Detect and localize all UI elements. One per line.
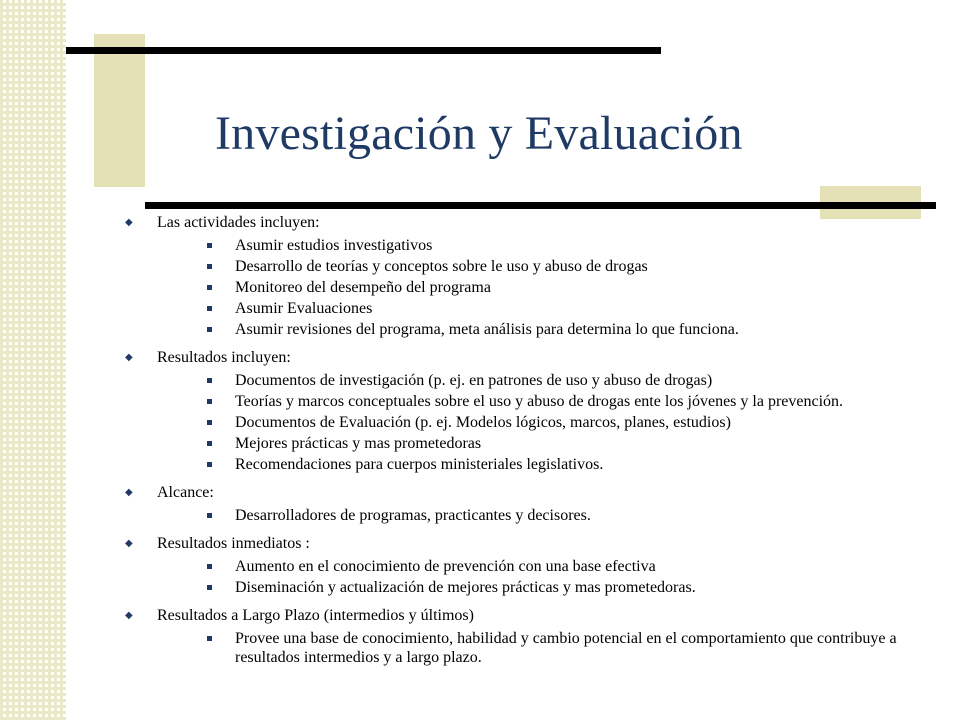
square-bullet-icon bbox=[207, 399, 212, 404]
square-bullet-icon bbox=[207, 285, 212, 290]
sublist bbox=[157, 557, 902, 597]
diamond-bullet-icon: ◆ bbox=[125, 487, 133, 498]
list-item: Asumir revisiones del programa, meta análisis para determina lo que funciona. bbox=[157, 320, 902, 339]
square-bullet-icon bbox=[207, 513, 212, 518]
square-bullet-icon bbox=[207, 420, 212, 425]
square-bullet-icon bbox=[207, 264, 212, 269]
list-item: Recomendaciones para cuerpos ministeriales legislativos. bbox=[157, 455, 902, 474]
list-item: Diseminación y actualización de mejores prácticas y mas prometedoras. bbox=[157, 578, 902, 597]
sublist bbox=[157, 236, 902, 339]
slide-content bbox=[122, 213, 902, 667]
diamond-bullet-icon: ◆ bbox=[125, 610, 133, 621]
section-label: Resultados inmediatos : bbox=[157, 535, 310, 552]
sublist bbox=[157, 506, 902, 525]
list-item: Mejores prácticas y mas prometedoras bbox=[157, 434, 902, 453]
square-bullet-icon bbox=[207, 585, 212, 590]
list-item: Aumento en el conocimiento de prevención con una base efectiva bbox=[157, 557, 902, 576]
section-results bbox=[122, 348, 902, 474]
list-item: Desarrolladores de programas, practicantes y decisores. bbox=[157, 506, 902, 525]
decorative-block-top bbox=[94, 34, 145, 187]
section-label: Las actividades incluyen: bbox=[157, 214, 320, 231]
diamond-bullet-icon: ◆ bbox=[125, 352, 133, 363]
diamond-bullet-icon: ◆ bbox=[125, 538, 133, 549]
section-long-term-results bbox=[122, 606, 902, 667]
section-scope bbox=[122, 483, 902, 525]
square-bullet-icon bbox=[207, 564, 212, 569]
square-bullet-icon bbox=[207, 327, 212, 332]
list-item: Provee una base de conocimiento, habilidad y cambio potencial en el comportamiento que contribuye a resultados intermedios y a largo plazo. bbox=[157, 629, 902, 667]
decorative-line-right bbox=[145, 202, 936, 209]
diamond-bullet-icon: ◆ bbox=[125, 217, 133, 228]
sublist bbox=[157, 629, 902, 667]
square-bullet-icon bbox=[207, 243, 212, 248]
list-item: Monitoreo del desempeño del programa bbox=[157, 278, 902, 297]
square-bullet-icon bbox=[207, 636, 212, 641]
square-bullet-icon bbox=[207, 378, 212, 383]
list-item: Documentos de Evaluación (p. ej. Modelos lógicos, marcos, planes, estudios) bbox=[157, 413, 902, 432]
list-item: Asumir estudios investigativos bbox=[157, 236, 902, 255]
decorative-line-top bbox=[66, 47, 661, 54]
square-bullet-icon bbox=[207, 441, 212, 446]
list-item: Asumir Evaluaciones bbox=[157, 299, 902, 318]
list-item: Teorías y marcos conceptuales sobre el uso y abuso de drogas ente los jóvenes y la prevención. bbox=[157, 392, 902, 411]
section-immediate-results bbox=[122, 534, 902, 597]
section-label: Resultados a Largo Plazo (intermedios y últimos) bbox=[157, 607, 474, 624]
list-item: Desarrollo de teorías y conceptos sobre le uso y abuso de drogas bbox=[157, 257, 902, 276]
slide-title: Investigación y Evaluación bbox=[215, 107, 743, 160]
section-label: Alcance: bbox=[157, 484, 214, 501]
left-decorative-strip bbox=[0, 0, 66, 720]
list-item: Documentos de investigación (p. ej. en patrones de uso y abuso de drogas) bbox=[157, 371, 902, 390]
square-bullet-icon bbox=[207, 462, 212, 467]
sublist bbox=[157, 371, 902, 474]
section-label: Resultados incluyen: bbox=[157, 349, 291, 366]
section-activities bbox=[122, 213, 902, 339]
square-bullet-icon bbox=[207, 306, 212, 311]
